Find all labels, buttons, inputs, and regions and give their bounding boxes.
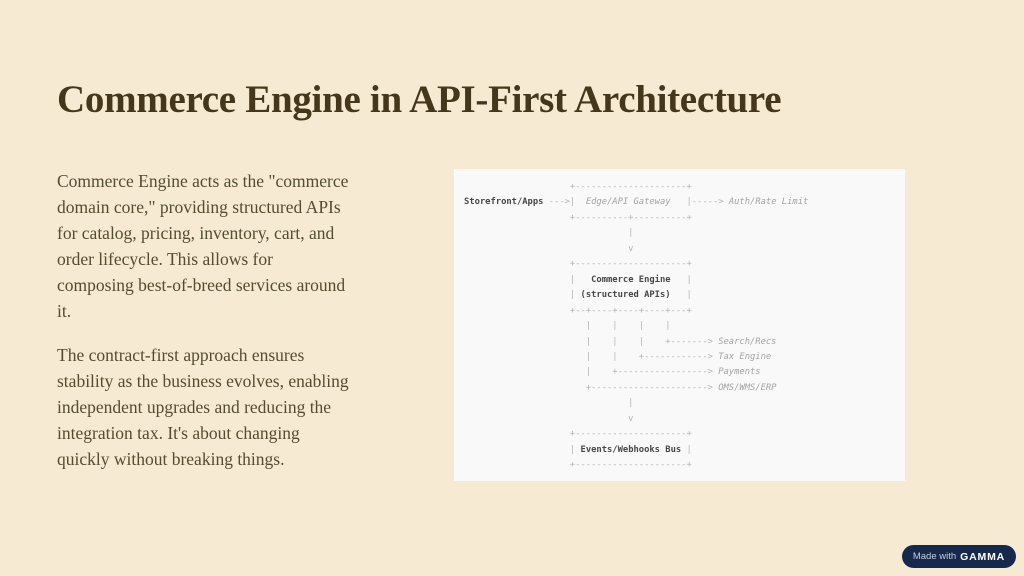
ascii-architecture-diagram xyxy=(454,169,905,474)
diagram-segment: | | | +-------> xyxy=(464,336,719,347)
diagram-segment: | xyxy=(686,290,692,301)
diagram-segment: Payments xyxy=(718,367,761,378)
diagram-segment: +---------------------+ xyxy=(464,182,692,192)
diagram-line xyxy=(464,273,905,288)
badge-prefix-label: Made with xyxy=(912,551,957,562)
diagram-segment: | xyxy=(464,290,576,301)
diagram-segment: +----------+----------+ xyxy=(464,212,692,223)
diagram-segment: Tax Engine xyxy=(718,351,772,362)
diagram-segment: | | +------------> xyxy=(464,351,719,362)
diagram-segment: Events/Webhooks Bus xyxy=(575,444,687,455)
diagram-line xyxy=(464,365,905,380)
diagram-line xyxy=(464,381,905,396)
diagram-line xyxy=(464,211,905,226)
diagram-segment: +---------------------+ xyxy=(464,259,692,270)
diagram-segment: | xyxy=(464,398,634,409)
diagram-segment: Edge/API Gateway xyxy=(575,197,687,208)
diagram-segment: | xyxy=(686,444,692,455)
diagram-line xyxy=(464,180,905,195)
diagram-line xyxy=(464,412,905,427)
diagram-segment: Auth/Rate Limit xyxy=(728,197,809,208)
diagram-segment: v xyxy=(464,243,634,254)
diagram-line xyxy=(464,288,905,303)
diagram-segment: | | | | xyxy=(464,321,671,332)
diagram-line xyxy=(464,195,905,210)
diagram-segment: +---------------------+ xyxy=(464,429,692,440)
diagram-segment: Storefront/Apps xyxy=(464,197,544,208)
diagram-segment: Commerce Engine xyxy=(575,274,687,285)
paragraph-contract-first: The contract-first approach ensures stability as the business evolves, enabling independent upgrades and reducing the integration tax. It's about changing quickly without breaking things. xyxy=(57,345,349,469)
slide-title: Commerce Engine in API-First Architecture xyxy=(57,78,782,121)
diagram-segment: +--+----+----+----+---+ xyxy=(464,305,692,316)
diagram-line xyxy=(464,427,905,442)
diagram-line xyxy=(464,396,905,411)
diagram-line xyxy=(464,257,905,272)
diagram-line xyxy=(464,350,905,365)
diagram-segment: | xyxy=(686,274,692,285)
diagram-line xyxy=(464,335,905,350)
diagram-segment: Search/Recs xyxy=(718,336,777,347)
diagram-segment: |-----> xyxy=(686,197,729,208)
diagram-segment: | xyxy=(464,444,576,455)
diagram-segment: +---------------------+ xyxy=(464,460,692,471)
diagram-segment: v xyxy=(464,413,634,424)
body-text-column xyxy=(57,168,349,490)
diagram-panel xyxy=(454,169,905,481)
diagram-line xyxy=(464,458,905,473)
diagram-segment: | xyxy=(464,274,576,285)
diagram-line xyxy=(464,242,905,257)
diagram-line xyxy=(464,226,905,241)
diagram-segment: (structured APIs) xyxy=(575,290,687,301)
diagram-line xyxy=(464,319,905,334)
diagram-segment: | +-----------------> xyxy=(464,367,719,378)
paragraph-commerce-core: Commerce Engine acts as the "commerce domain core," providing structured APIs for catalog, pricing, inventory, cart, and order lifecycle. This allows for composing best-of-breed services around it. xyxy=(57,171,349,321)
made-with-gamma-badge[interactable] xyxy=(902,545,1016,568)
diagram-segment: | xyxy=(464,228,634,239)
gamma-logo: GAMMA xyxy=(960,550,1005,563)
diagram-segment: --->| xyxy=(543,197,576,208)
diagram-segment: OMS/WMS/ERP xyxy=(718,382,777,393)
diagram-line xyxy=(464,443,905,458)
diagram-segment: +----------------------> xyxy=(464,382,719,393)
diagram-line xyxy=(464,304,905,319)
